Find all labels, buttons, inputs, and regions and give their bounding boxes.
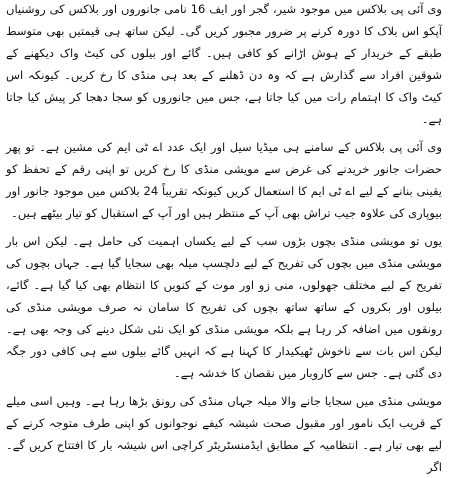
paragraph-vip-blocks: وی آئی پی بلاکس میں موجود شیر، گجر اور ایف 16 نامی جانوروں اور بلاکس کی روشنیاں آپکو اس بلاک کا دورہ کرنے پر ضرور مجبور کریں گی۔ لیکن ساتھ ہی قیمتیں بھی متوسط طبقے کے خریدار کے ہوش اڑانے کو کافی ہیں۔ گائے اور بیلوں کی کیٹ واک دیکھنے کے شوقین افراد سے گذارش ہے کہ وہ دن ڈھلنے کے بعد ہی منڈی کا رخ کریں۔ کیونکہ اس کیٹ واک کا اہتمام رات میں کیا جاتا ہے، جس میں جانوروں کو سجا دھجا کر پیش کیا جاتا ہے۔ (6, 2, 442, 126)
paragraph-sheesha-cafe: مویشی منڈی میں سجایا جانے والا میلہ جہاں منڈی کی رونق بڑھا رہا ہے۔ وہیں اسی میلے کے قریب ایک نامور اور مقبول صحت شیشہ کیفے نوجوانوں کو اپنی طرف متوجہ کرنے کے لیے بھی تیار ہے۔ انتظامیہ کے مطابق ایڈمنسٹریٹر کراچی اس شیشہ بار کا افتتاح کریں گے۔ اگر (6, 394, 442, 474)
paragraph-children-fair: یوں تو مویشی منڈی بچوں بڑوں سب کے لیے یکساں اہمیت کی حامل ہے۔ لیکن اس بار مویشی منڈی میں بچوں کی تفریح کے لیے دلچسپ میلہ بھی سجایا گیا ہے۔ جہاں بچوں کی تفریح کے لیے مختلف جھولوں، منی زو اور موت کے کنویں کا انتظام بھی کیا گیا ہے۔ گائے، بیلوں اور بکروں کے ساتھ ساتھ بچوں کی تفریح کا سامان نہ صرف مویشی منڈی کی رونقوں میں اضافہ کر رہا ہے بلکہ مویشی منڈی کو ایک نئی شکل دینے کی وجہ بھی ہے۔ لیکن اس بات سے ناخوش ٹھیکیدار کا کہنا ہے کہ انہیں گائے بیلوں سے ہی کافی دور جگہ دی گئی ہے۔ جس سے کاروبار میں نقصان کا خدشہ ہے۔ (6, 234, 442, 380)
paragraph-atm-media-cell: وی آئی پی بلاکس کے سامنے ہی میڈیا سیل اور ایک عدد اے ٹی ایم کی مشین ہے۔ تو پھر حضرات جانور خریدنے کی غرض سے مویشی منڈی کا رخ کریں تو اپنی رقم کے تحفظ کو یقینی بنانے کے لیے اے ٹی ایم کا استعمال کریں کیونکہ تقریباً 24 بلاکس میں موجود جانور اور بیوپاری کی علاوہ جیب تراش بھی آپ کے منتظر ہیں اور آپ کے استقبال کو تیار بیٹھے ہیں۔ (6, 140, 442, 220)
